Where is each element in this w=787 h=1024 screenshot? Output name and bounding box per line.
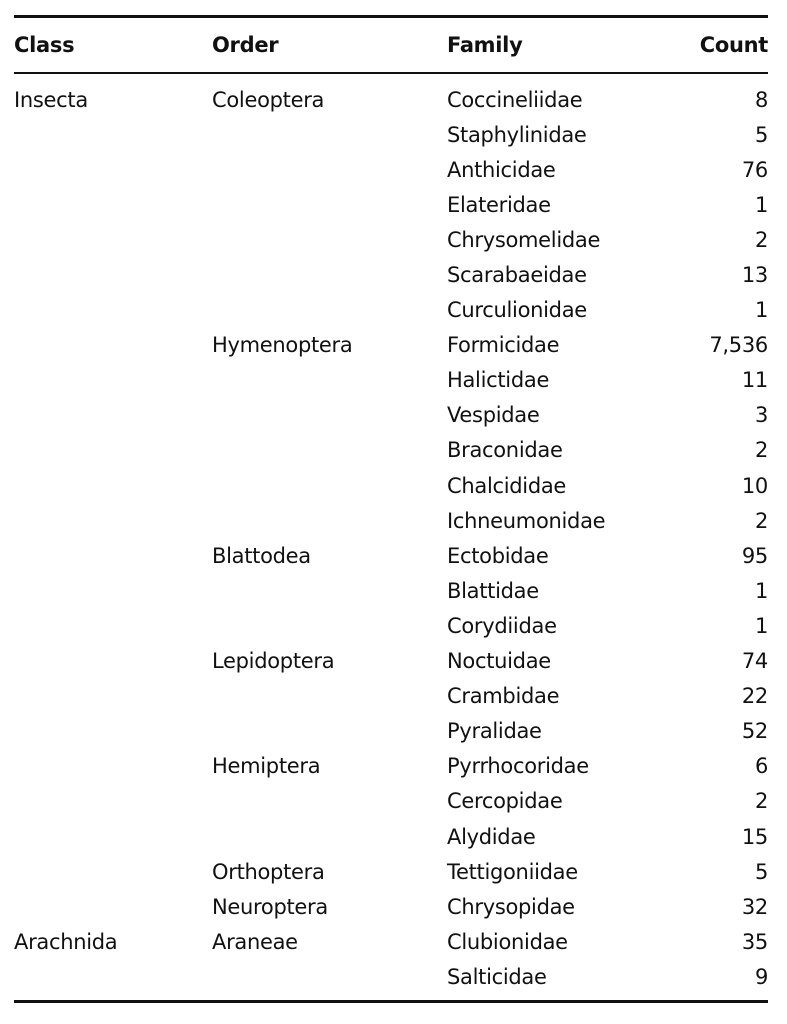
table-row bbox=[14, 573, 768, 608]
cell-family: Salticidae bbox=[447, 964, 547, 989]
cell-family: Noctuidae bbox=[447, 649, 551, 674]
table-row bbox=[14, 363, 768, 398]
table-row bbox=[14, 784, 768, 819]
cell-family: Tettigoniidae bbox=[447, 859, 578, 884]
cell-count: 9 bbox=[754, 964, 768, 989]
cell-family: Ichneumonidae bbox=[447, 508, 606, 533]
cell-family: Blattidae bbox=[447, 578, 539, 603]
cell-family: Corydiidae bbox=[447, 613, 557, 638]
cell-count: 1 bbox=[754, 192, 768, 217]
cell-family: Cercopidae bbox=[447, 789, 563, 814]
cell-family: Chrysopidae bbox=[447, 894, 575, 919]
cell-count: 7,536 bbox=[709, 333, 768, 358]
cell-family: Alydidae bbox=[447, 824, 536, 849]
cell-family: Vespidae bbox=[447, 403, 540, 428]
cell-order: Orthoptera bbox=[212, 859, 325, 884]
cell-order: Neuroptera bbox=[212, 894, 328, 919]
cell-family: Anthicidae bbox=[447, 157, 556, 182]
cell-family: Crambidae bbox=[447, 684, 560, 709]
table-row bbox=[14, 924, 768, 959]
table-row bbox=[14, 222, 768, 257]
cell-class: Arachnida bbox=[14, 929, 118, 954]
table-row bbox=[14, 608, 768, 643]
cell-count: 6 bbox=[754, 754, 768, 779]
header-count: Count bbox=[699, 33, 768, 57]
cell-count: 3 bbox=[754, 403, 768, 428]
cell-count: 2 bbox=[754, 227, 768, 252]
cell-count: 15 bbox=[741, 824, 768, 849]
cell-count: 11 bbox=[741, 368, 768, 393]
cell-order: Blattodea bbox=[212, 543, 311, 568]
cell-order: Lepidoptera bbox=[212, 649, 335, 674]
taxonomy-table bbox=[14, 15, 768, 1003]
table-row bbox=[14, 538, 768, 573]
cell-count: 10 bbox=[741, 473, 768, 498]
cell-count: 2 bbox=[754, 789, 768, 814]
cell-family: Braconidae bbox=[447, 438, 563, 463]
cell-count: 32 bbox=[741, 894, 768, 919]
table-header bbox=[14, 18, 768, 72]
cell-order: Araneae bbox=[212, 929, 298, 954]
cell-family: Ectobidae bbox=[447, 543, 549, 568]
cell-count: 74 bbox=[741, 649, 768, 674]
cell-count: 1 bbox=[754, 298, 768, 323]
table-row bbox=[14, 293, 768, 328]
bottom-rule bbox=[14, 1000, 768, 1003]
table-row bbox=[14, 328, 768, 363]
table-row bbox=[14, 468, 768, 503]
header-class: Class bbox=[14, 33, 75, 57]
cell-family: Chalcididae bbox=[447, 473, 567, 498]
cell-count: 22 bbox=[741, 684, 768, 709]
table-row bbox=[14, 679, 768, 714]
cell-family: Staphylinidae bbox=[447, 122, 587, 147]
cell-count: 5 bbox=[754, 859, 768, 884]
table-row bbox=[14, 117, 768, 152]
cell-family: Chrysomelidae bbox=[447, 227, 601, 252]
cell-order: Hymenoptera bbox=[212, 333, 353, 358]
cell-count: 8 bbox=[754, 87, 768, 112]
cell-family: Clubionidae bbox=[447, 929, 568, 954]
table-row bbox=[14, 82, 768, 117]
table-row bbox=[14, 889, 768, 924]
header-family: Family bbox=[447, 33, 523, 57]
cell-count: 1 bbox=[754, 578, 768, 603]
cell-family: Curculionidae bbox=[447, 298, 587, 323]
cell-family: Coccineliidae bbox=[447, 87, 583, 112]
cell-count: 2 bbox=[754, 438, 768, 463]
table-row bbox=[14, 257, 768, 292]
cell-count: 95 bbox=[741, 543, 768, 568]
table-row bbox=[14, 714, 768, 749]
cell-family: Pyralidae bbox=[447, 719, 542, 744]
cell-order: Coleoptera bbox=[212, 87, 325, 112]
cell-count: 5 bbox=[754, 122, 768, 147]
table-row bbox=[14, 959, 768, 994]
cell-count: 52 bbox=[741, 719, 768, 744]
cell-count: 1 bbox=[754, 613, 768, 638]
cell-count: 76 bbox=[741, 157, 768, 182]
cell-count: 2 bbox=[754, 508, 768, 533]
cell-order: Hemiptera bbox=[212, 754, 321, 779]
table-row bbox=[14, 644, 768, 679]
table-row bbox=[14, 819, 768, 854]
cell-family: Formicidae bbox=[447, 333, 560, 358]
table-row bbox=[14, 854, 768, 889]
table-row bbox=[14, 187, 768, 222]
table-row bbox=[14, 433, 768, 468]
cell-family: Halictidae bbox=[447, 368, 550, 393]
cell-family: Pyrrhocoridae bbox=[447, 754, 589, 779]
table-row bbox=[14, 749, 768, 784]
table-row bbox=[14, 503, 768, 538]
cell-count: 13 bbox=[741, 263, 768, 288]
header-order: Order bbox=[212, 33, 279, 57]
cell-family: Scarabaeidae bbox=[447, 263, 587, 288]
cell-class: Insecta bbox=[14, 87, 88, 112]
cell-family: Elateridae bbox=[447, 192, 551, 217]
table-body bbox=[14, 74, 768, 994]
table-row bbox=[14, 152, 768, 187]
table-row bbox=[14, 398, 768, 433]
cell-count: 35 bbox=[741, 929, 768, 954]
